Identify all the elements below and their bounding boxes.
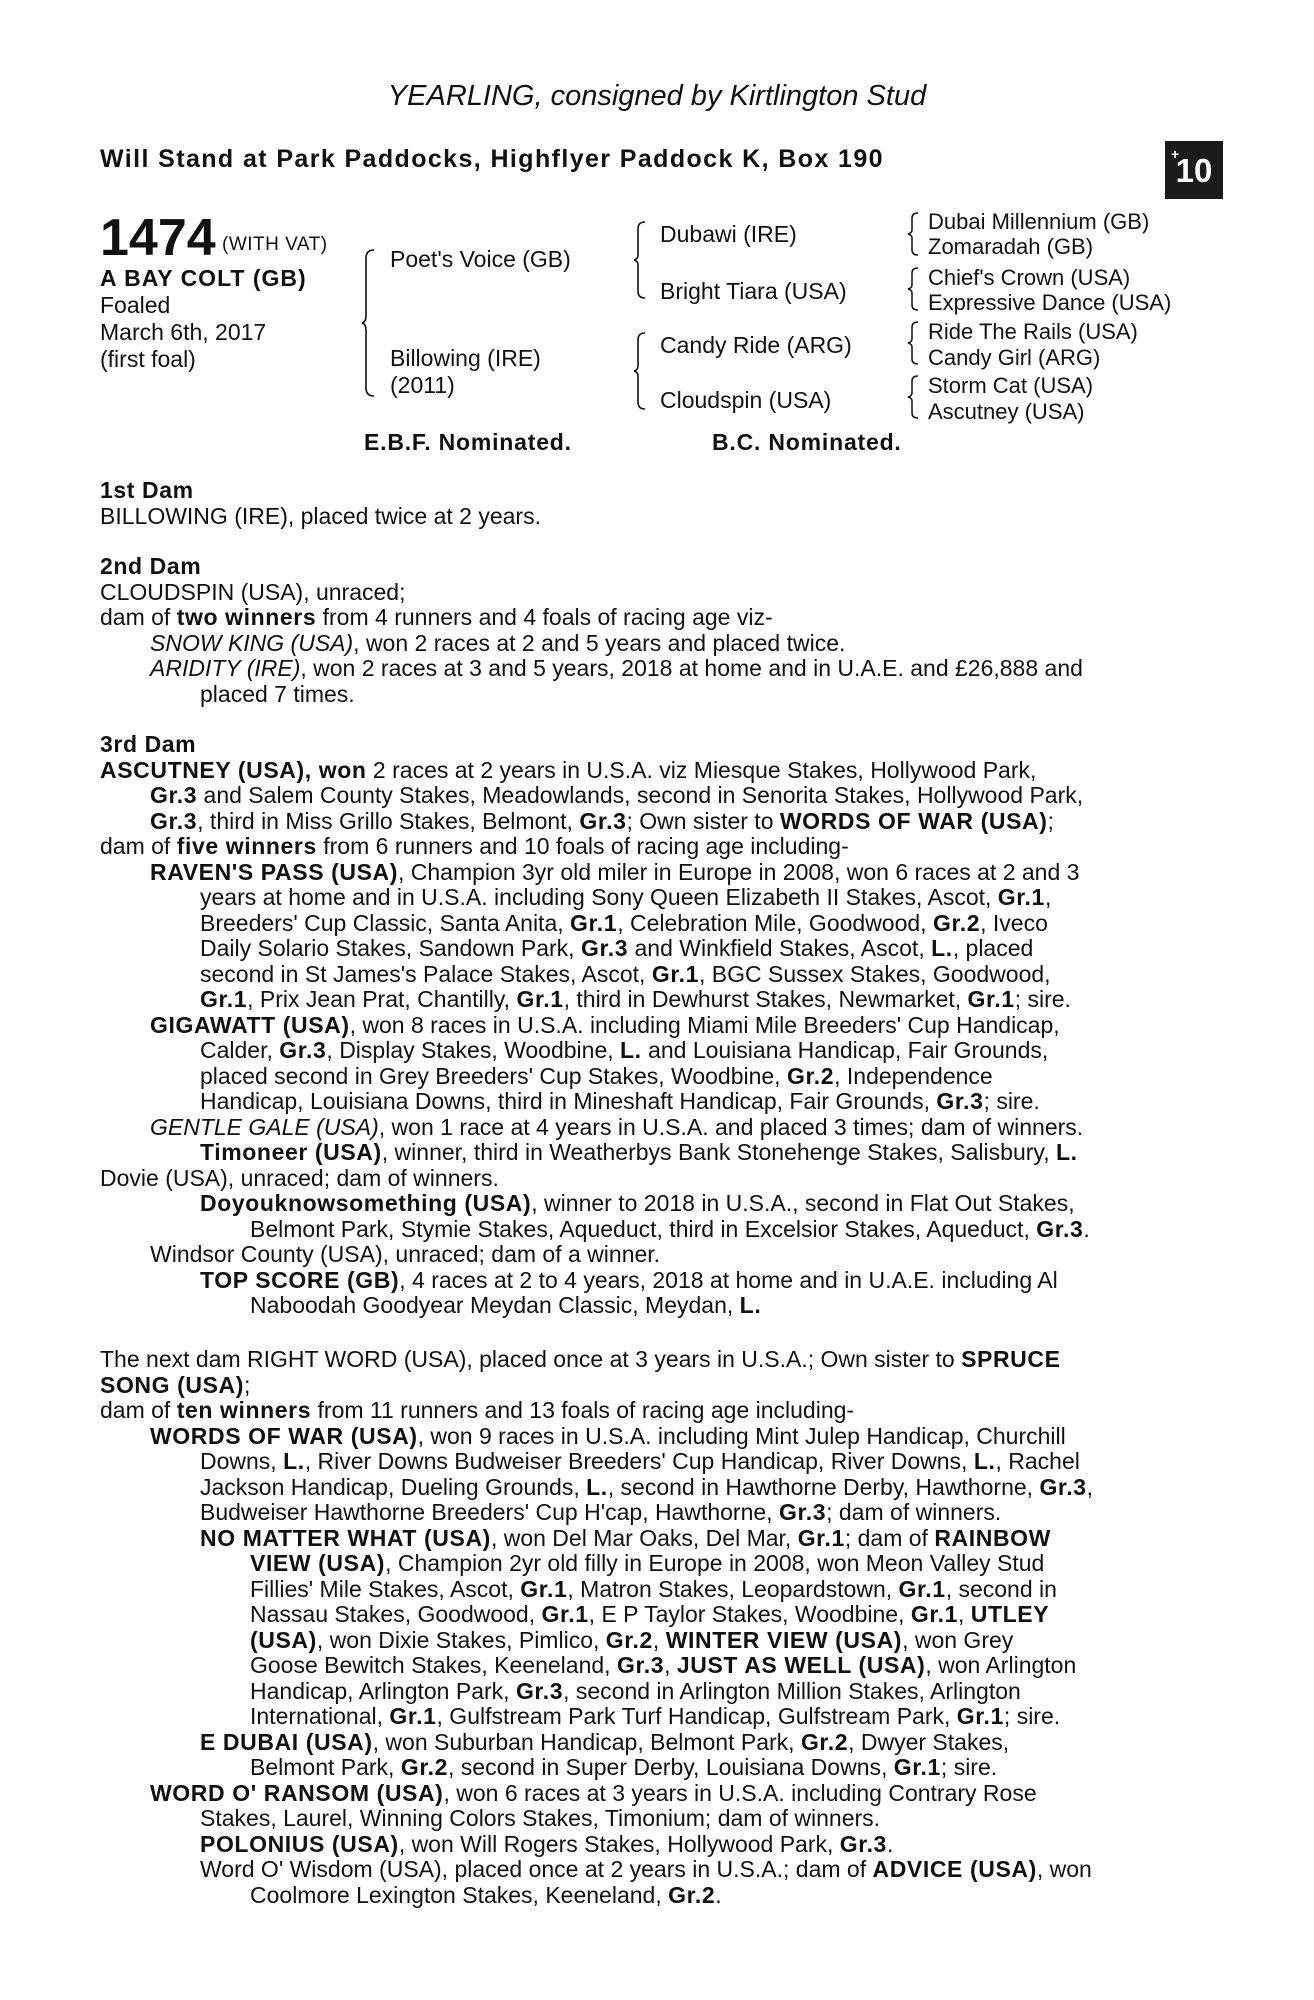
produce-line: Naboodah Goodyear Meydan Classic, Meydan, L. bbox=[250, 1292, 762, 1318]
pedigree-dam: Billowing (IRE) bbox=[390, 345, 541, 371]
produce-polonius: POLONIUS (USA), won Will Rogers Stakes, Hollywood Park, Gr.3. bbox=[200, 1830, 894, 1857]
horse-name: A BAY COLT (GB) bbox=[100, 265, 307, 291]
pedigree-g1: Dubai Millennium (GB) bbox=[928, 209, 1150, 234]
produce-ravens-pass: RAVEN'S PASS (USA), Champion 3yr old miler in Europe in 2008, won 6 races at 2 and 3 bbox=[150, 858, 1080, 885]
third-dam-line: Gr.3, third in Miss Grillo Stakes, Belmont, Gr.3; Own sister to WORDS OF WAR (USA); bbox=[150, 807, 1054, 834]
produce-line: Calder, Gr.3, Display Stakes, Woodbine, L. and Louisiana Handicap, Fair Grounds, bbox=[200, 1037, 1049, 1063]
pedigree-dam-sire: Candy Ride (ARG) bbox=[660, 332, 852, 358]
first-dam-text: BILLOWING (IRE), placed twice at 2 years. bbox=[100, 502, 541, 529]
second-dam-heading: 2nd Dam bbox=[100, 553, 202, 579]
bc-nominated: B.C. Nominated. bbox=[712, 429, 902, 455]
second-dam-line: CLOUDSPIN (USA), unraced; bbox=[100, 578, 406, 605]
pedigree-dam-year: (2011) bbox=[390, 372, 455, 398]
produce-line: Downs, L., River Downs Budweiser Breeders' Cup Handicap, River Downs, L., Rachel bbox=[200, 1448, 1080, 1474]
produce-line: second in St James's Palace Stakes, Ascot, Gr.1, BGC Sussex Stakes, Goodwood, bbox=[200, 960, 1051, 987]
pedigree-bracket-3d bbox=[908, 374, 920, 420]
third-dam-section bbox=[100, 732, 1204, 1319]
pedigree-g8: Ascutney (USA) bbox=[928, 399, 1085, 424]
produce-line: Goose Bewitch Stakes, Keeneland, Gr.3, JUST AS WELL (USA), won Arlington bbox=[250, 1652, 1077, 1678]
first-dam-heading: 1st Dam bbox=[100, 477, 194, 503]
pedigree-g2: Zomaradah (GB) bbox=[928, 234, 1094, 259]
third-dam-produce: dam of five winners from 6 runners and 10 foals of racing age including- bbox=[100, 833, 849, 859]
produce-line: VIEW (USA), Champion 2yr old filly in Europe in 2008, won Meon Valley Stud bbox=[250, 1550, 1045, 1576]
produce-windsor-county: Windsor County (USA), unraced; dam of a winner. bbox=[150, 1241, 661, 1267]
produce-line: Jackson Handicap, Dueling Grounds, L., second in Hawthorne Derby, Hawthorne, Gr.3, bbox=[200, 1473, 1093, 1500]
foaled-info bbox=[100, 292, 266, 373]
badge-number: 10 bbox=[1175, 152, 1213, 189]
produce-no-matter-what: NO MATTER WHAT (USA), won Del Mar Oaks, Del Mar, Gr.1; dam of RAINBOW bbox=[200, 1524, 1051, 1551]
produce-gentle-gale: GENTLE GALE (USA), won 1 race at 4 years in U.S.A. and placed 3 times; dam of winners. bbox=[150, 1113, 1084, 1140]
first-dam-section bbox=[100, 478, 1204, 529]
third-dam-line: ASCUTNEY (USA), won 2 races at 2 years in U.S.A. viz Miesque Stakes, Hollywood Park, bbox=[100, 756, 1037, 783]
pedigree-bracket-3b bbox=[908, 266, 920, 312]
produce-line: Gr.1, Prix Jean Prat, Chantilly, Gr.1, third in Dewhurst Stakes, Newmarket, Gr.1; sire. bbox=[200, 986, 1071, 1012]
foaled-line: Foaled bbox=[100, 292, 171, 318]
second-dam-section bbox=[100, 554, 1204, 707]
third-dam-line: Gr.3 and Salem County Stakes, Meadowlands, second in Senorita Stakes, Hollywood Park, bbox=[150, 782, 1084, 808]
lot-number: 1474 bbox=[100, 209, 216, 267]
pedigree-bracket-2a bbox=[634, 220, 648, 300]
pedigree-g7: Storm Cat (USA) bbox=[928, 373, 1094, 398]
pedigree-g3: Chief's Crown (USA) bbox=[928, 265, 1131, 290]
badge-plus: + bbox=[1171, 146, 1180, 162]
produce-doyouknowsomething: Doyouknowsomething (USA), winner to 2018 in U.S.A., second in Flat Out Stakes, bbox=[200, 1190, 1075, 1216]
produce-line: placed second in Grey Breeders' Cup Stakes, Woodbine, Gr.2, Independence bbox=[200, 1062, 993, 1089]
lot-badge bbox=[1165, 141, 1223, 199]
pedigree-sire: Poet's Voice (GB) bbox=[390, 246, 571, 272]
produce-line: Handicap, Louisiana Downs, third in Mineshaft Handicap, Fair Grounds, Gr.3; sire. bbox=[200, 1088, 1040, 1114]
pedigree-sire-dam: Bright Tiara (USA) bbox=[660, 278, 847, 304]
pedigree-g4: Expressive Dance (USA) bbox=[928, 290, 1172, 315]
pedigree-g5: Ride The Rails (USA) bbox=[928, 319, 1138, 344]
stand-location: Will Stand at Park Paddocks, Highflyer Paddock K, Box 190 bbox=[100, 145, 884, 173]
next-dam-section bbox=[100, 1347, 1204, 1908]
produce-line: Belmont Park, Stymie Stakes, Aqueduct, third in Excelsior Stakes, Aqueduct, Gr.3. bbox=[250, 1215, 1090, 1242]
pedigree-dam-dam: Cloudspin (USA) bbox=[660, 387, 832, 413]
ebf-nominated: E.B.F. Nominated. bbox=[364, 429, 572, 455]
produce-line: Handicap, Arlington Park, Gr.3, second in Arlington Million Stakes, Arlington bbox=[250, 1677, 1021, 1704]
produce-line: Coolmore Lexington Stakes, Keeneland, Gr.2. bbox=[250, 1881, 722, 1908]
vat-label: (WITH VAT) bbox=[222, 234, 328, 255]
produce-e-dubai: E DUBAI (USA), won Suburban Handicap, Belmont Park, Gr.2, Dwyer Stakes, bbox=[200, 1728, 1010, 1755]
produce-snow-king: SNOW KING (USA), won 2 races at 2 and 5 years and placed twice. bbox=[150, 629, 846, 656]
produce-top-score: TOP SCORE (GB), 4 races at 2 to 4 years, 2018 at home and in U.A.E. including Al bbox=[200, 1266, 1058, 1293]
pedigree-bracket-3a bbox=[908, 211, 920, 257]
pedigree-bracket-2b bbox=[634, 331, 648, 411]
next-dam-line: SONG (USA); bbox=[100, 1371, 251, 1398]
produce-line: Stakes, Laurel, Winning Colors Stakes, Timonium; dam of winners. bbox=[200, 1805, 881, 1831]
produce-line: Breeders' Cup Classic, Santa Anita, Gr.1, Celebration Mile, Goodwood, Gr.2, Iveco bbox=[200, 909, 1048, 936]
page-title: YEARLING, consigned by Kirtlington Stud bbox=[387, 80, 927, 112]
produce-line: (USA), won Dixie Stakes, Pimlico, Gr.2, WINTER VIEW (USA), won Grey bbox=[250, 1626, 1014, 1653]
pedigree-g6: Candy Girl (ARG) bbox=[928, 345, 1101, 370]
produce-aridity-cont: placed 7 times. bbox=[200, 680, 355, 707]
next-dam-produce: dam of ten winners from 11 runners and 13 foals of racing age including- bbox=[100, 1397, 855, 1423]
next-dam-line: The next dam RIGHT WORD (USA), placed once at 3 years in U.S.A.; Own sister to SPRUCE bbox=[100, 1346, 1061, 1372]
produce-gigawatt: GIGAWATT (USA), won 8 races in U.S.A. including Miami Mile Breeders' Cup Handicap, bbox=[150, 1011, 1060, 1038]
pedigree-sire-sire: Dubawi (IRE) bbox=[660, 221, 797, 247]
foaled-note: (first foal) bbox=[100, 346, 196, 372]
produce-line: Belmont Park, Gr.2, second in Super Derby, Louisiana Downs, Gr.1; sire. bbox=[250, 1754, 998, 1780]
produce-words-of-war: WORDS OF WAR (USA), won 9 races in U.S.A. including Mint Julep Handicap, Churchill bbox=[150, 1422, 1066, 1449]
produce-aridity: ARIDITY (IRE), won 2 races at 3 and 5 years, 2018 at home and in U.A.E. and £26,888 and bbox=[150, 655, 1083, 681]
produce-line: Nassau Stakes, Goodwood, Gr.1, E P Taylor Stakes, Woodbine, Gr.1, UTLEY bbox=[250, 1601, 1050, 1627]
produce-word-o-wisdom: Word O' Wisdom (USA), placed once at 2 years in U.S.A.; dam of ADVICE (USA), won bbox=[200, 1856, 1092, 1882]
pedigree-bracket-1 bbox=[362, 248, 378, 398]
pedigree-bracket-3c bbox=[908, 320, 920, 366]
produce-line: years at home and in U.S.A. including Sony Queen Elizabeth II Stakes, Ascot, Gr.1, bbox=[200, 884, 1052, 910]
third-dam-heading: 3rd Dam bbox=[100, 731, 197, 757]
produce-line: Budweiser Hawthorne Breeders' Cup H'cap, Hawthorne, Gr.3; dam of winners. bbox=[200, 1499, 1002, 1525]
produce-line: International, Gr.1, Gulfstream Park Turf Handicap, Gulfstream Park, Gr.1; sire. bbox=[250, 1703, 1061, 1729]
produce-word-o-ransom: WORD O' RANSOM (USA), won 6 races at 3 years in U.S.A. including Contrary Rose bbox=[150, 1779, 1037, 1806]
produce-line: Fillies' Mile Stakes, Ascot, Gr.1, Matron Stakes, Leopardstown, Gr.1, second in bbox=[250, 1575, 1057, 1602]
foaled-date: March 6th, 2017 bbox=[100, 319, 267, 345]
second-dam-produce: dam of two winners from 4 runners and 4 foals of racing age viz- bbox=[100, 604, 773, 630]
produce-dovie: Dovie (USA), unraced; dam of winners. bbox=[100, 1164, 499, 1191]
produce-timoneer: Timoneer (USA), winner, third in Weatherbys Bank Stonehenge Stakes, Salisbury, L. bbox=[200, 1139, 1078, 1165]
produce-line: Daily Solario Stakes, Sandown Park, Gr.3 and Winkfield Stakes, Ascot, L., placed bbox=[200, 935, 1034, 961]
